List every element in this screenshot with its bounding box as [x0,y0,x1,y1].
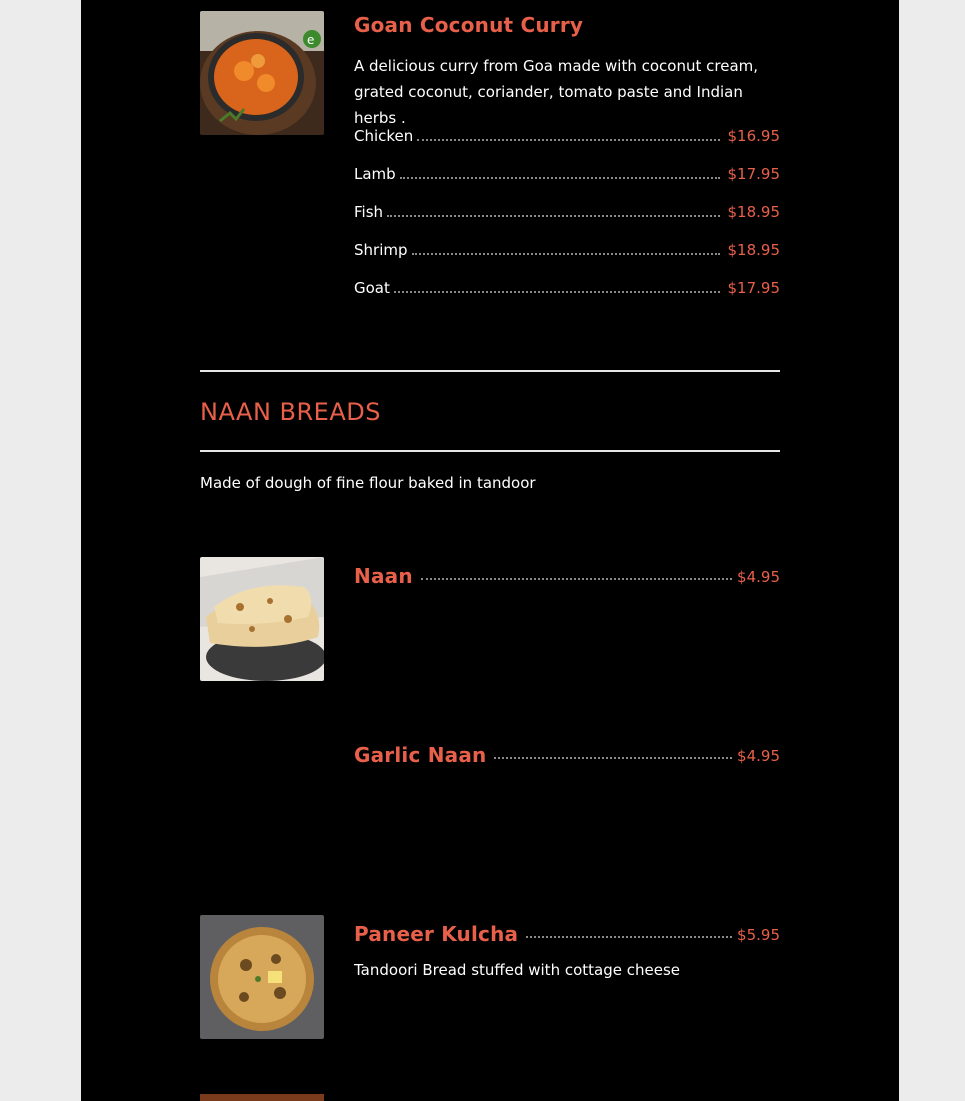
option-price: $16.95 [727,127,780,145]
item-row-naan [354,558,780,588]
item-price: $5.95 [737,926,780,944]
svg-text:e: e [307,33,315,47]
paneer-kulcha-photo [200,915,324,1039]
dot-leader [400,176,720,179]
dot-leader [421,577,732,580]
dot-leader [526,935,732,938]
dot-leader [412,252,720,255]
dot-leader [417,138,719,141]
item-price: $4.95 [737,747,780,765]
item-row-paneer-kulcha [354,916,780,946]
item-title: Paneer Kulcha [354,922,519,946]
price-row-fish [354,199,780,221]
option-price: $17.95 [727,279,780,297]
option-name: Lamb [354,165,396,183]
curry-title: Goan Coconut Curry [354,13,584,37]
section-title: NAAN BREADS [200,398,381,426]
option-name: Shrimp [354,241,408,259]
option-name: Fish [354,203,384,221]
item-title: Naan [354,564,413,588]
dot-leader [494,756,732,759]
naan-photo [200,557,324,681]
option-name: Goat [354,279,390,297]
item-price: $4.95 [737,568,780,586]
item-row-garlic-naan [354,737,780,767]
paneer-kulcha-description: Tandoori Bread stuffed with cottage cheese [354,961,680,979]
option-price: $18.95 [727,241,780,259]
option-price: $17.95 [727,165,780,183]
option-price: $18.95 [727,203,780,221]
section-divider-top [200,370,780,372]
price-row-lamb [354,161,780,183]
curry-photo [200,11,324,135]
curry-description: A delicious curry from Goa made with coconut cream, grated coconut, coriander, tomato paste and Indian herbs . [354,57,759,127]
price-row-shrimp [354,237,780,259]
option-name: Chicken [354,127,414,145]
section-divider-bottom [200,450,780,452]
price-row-chicken [354,123,780,145]
dot-leader [394,290,720,293]
next-item-photo [200,1094,324,1101]
section-description: Made of dough of fine flour baked in tandoor [200,474,536,492]
dot-leader [387,214,719,217]
price-row-goat [354,275,780,297]
item-title: Garlic Naan [354,743,487,767]
